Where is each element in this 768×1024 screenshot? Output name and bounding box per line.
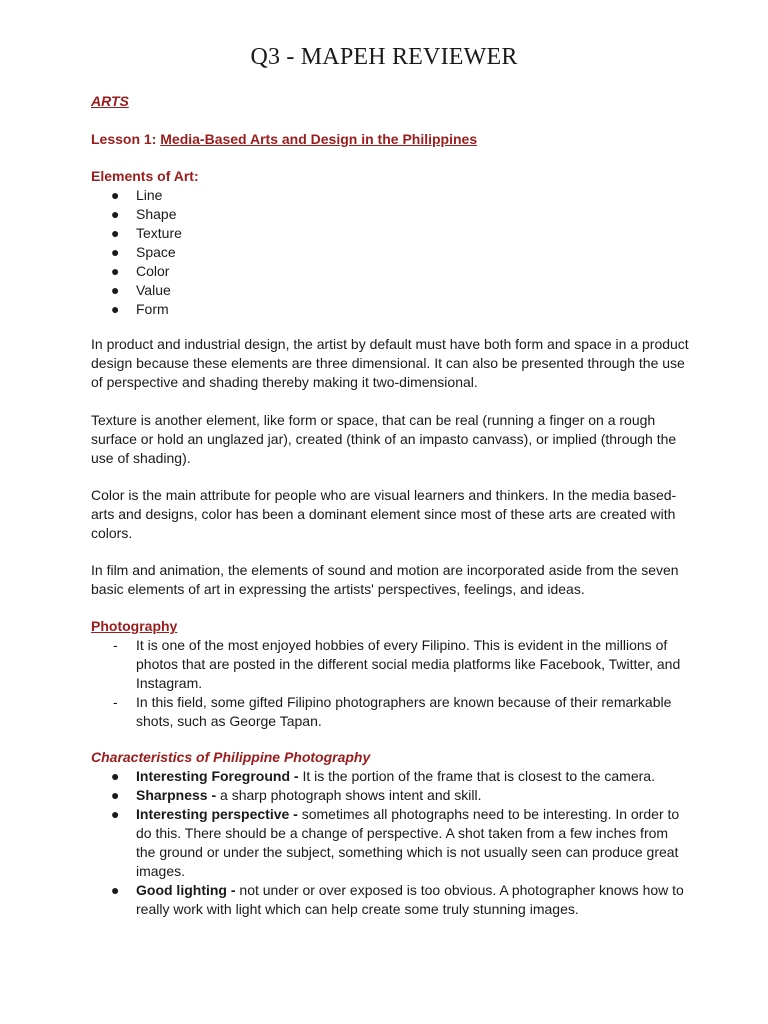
- dash-icon: -: [113, 637, 118, 653]
- list-item: [91, 767, 691, 786]
- list-item: [91, 205, 182, 224]
- characteristic-desc: a sharp photograph shows intent and skill.: [220, 787, 482, 803]
- photography-point: In this field, some gifted Filipino photographers are known because of their remarkable shots, such as George Tapan.: [136, 694, 672, 729]
- paragraph-film-animation: In film and animation, the elements of sound and motion are incorporated aside from the seven basic elements of art in expressing the artists' perspectives, feelings, and ideas.: [91, 562, 679, 597]
- characteristics-list: [91, 767, 691, 919]
- bullet-icon: ●: [111, 806, 120, 822]
- characteristics-heading: Characteristics of Philippine Photography: [91, 749, 371, 765]
- dash-icon: -: [113, 694, 118, 710]
- list-item: [91, 881, 691, 919]
- characteristic-term: Good lighting -: [136, 882, 240, 898]
- photography-point: It is one of the most enjoyed hobbies of every Filipino. This is evident in the millions of photos that are posted in the different social media platforms like Facebook, Twitter, and Instagram.: [136, 637, 681, 691]
- element-label: Form: [136, 301, 169, 317]
- lesson-heading: [91, 131, 477, 147]
- element-label: Color: [136, 263, 170, 279]
- element-label: Space: [136, 244, 176, 260]
- paragraph-form-space: In product and industrial design, the artist by default must have both form and space in a product design because these elements are three dimensional. It can also be presented through the use of perspective and shading thereby making it two-dimensional.: [91, 336, 689, 390]
- bullet-icon: ●: [111, 787, 120, 803]
- list-item: [91, 281, 182, 300]
- bullet-icon: ●: [111, 282, 120, 298]
- photography-list: [91, 636, 691, 731]
- lesson-title: Media-Based Arts and Design in the Philippines: [160, 131, 478, 147]
- page-title: Q3 - MAPEH REVIEWER: [250, 44, 518, 70]
- bullet-icon: ●: [111, 882, 120, 898]
- characteristic-desc: not under or over exposed is too obvious. A photographer knows how to really work with light which can help create some truly stunning images.: [136, 882, 684, 917]
- list-item: [91, 805, 691, 881]
- paragraph-color: Color is the main attribute for people who are visual learners and thinkers. In the media based-arts and designs, color has been a dominant element since most of these arts are created with colors.: [91, 487, 677, 541]
- list-item: [91, 636, 691, 693]
- bullet-icon: ●: [111, 244, 120, 260]
- paragraph-texture: Texture is another element, like form or space, that can be real (running a finger on a rough surface or hold an unglazed jar), created (think of an impasto canvass), or implied (through the use of shading).: [91, 412, 677, 466]
- photography-heading: Photography: [91, 618, 178, 634]
- bullet-icon: ●: [111, 225, 120, 241]
- characteristic-term: Sharpness -: [136, 787, 221, 803]
- characteristic-desc: It is the portion of the frame that is closest to the camera.: [302, 768, 655, 784]
- bullet-icon: ●: [111, 301, 120, 317]
- elements-list: [91, 186, 182, 319]
- elements-heading: Elements of Art:: [91, 168, 199, 184]
- list-item: [91, 262, 182, 281]
- characteristic-term: Interesting Foreground -: [136, 768, 303, 784]
- characteristic-desc: sometimes all photographs need to be interesting. In order to do this. There should be a change of perspective. A shot taken from a few inches from the ground or under the subject, something which is not usually seen can produce great images.: [136, 806, 680, 879]
- list-item: [91, 693, 691, 731]
- element-label: Texture: [136, 225, 182, 241]
- bullet-icon: ●: [111, 187, 120, 203]
- bullet-icon: ●: [111, 263, 120, 279]
- characteristic-term: Interesting perspective -: [136, 806, 302, 822]
- list-item: [91, 243, 182, 262]
- bullet-icon: ●: [111, 206, 120, 222]
- lesson-prefix: Lesson 1:: [91, 131, 161, 147]
- element-label: Value: [136, 282, 171, 298]
- element-label: Line: [136, 187, 163, 203]
- list-item: [91, 186, 182, 205]
- list-item: [91, 786, 691, 805]
- list-item: [91, 300, 182, 319]
- list-item: [91, 224, 182, 243]
- bullet-icon: ●: [111, 768, 120, 784]
- element-label: Shape: [136, 206, 177, 222]
- section-heading-arts: ARTS: [91, 93, 129, 109]
